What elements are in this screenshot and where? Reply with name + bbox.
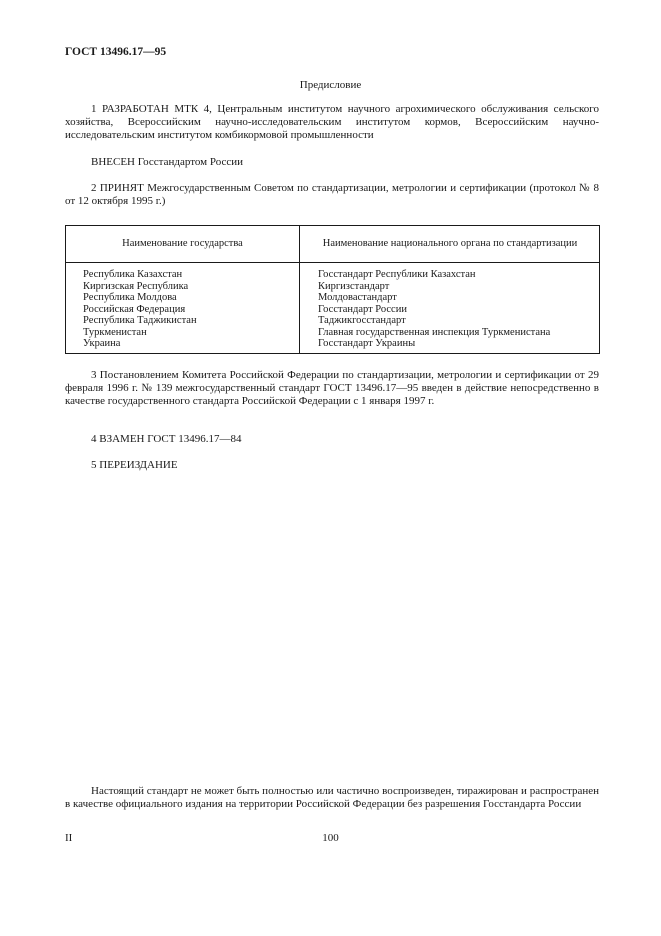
table-cell: Таджикгосстандарт [318,315,406,326]
developed-paragraph: 1 РАЗРАБОТАН МТК 4, Центральным институтом научного агрохимического обслуживания сельского хозяйства, Всероссийским научно-исследовательским институтом кормов, Всероссийским научно-исследовательским институтом комбикормовой промышленности [65,103,599,141]
table-header-divider [66,262,599,263]
reissue-paragraph: 5 ПЕРЕИЗДАНИЕ [91,459,178,471]
introduced-paragraph: ВНЕСЕН Госстандартом России [91,156,244,168]
table-cell: Украина [83,338,121,349]
table-cell: Молдовастандарт [318,292,397,303]
table-cell: Республика Казахстан [83,269,183,280]
page-roman-numeral: II [65,832,73,844]
table-column-bodies [318,269,550,350]
page-title: Предисловие [299,79,362,91]
copyright-note: Настоящий стандарт не может быть полностью или частично воспроизведен, тиражирован и распространен в качестве официального издания на территории Российской Федерации без разрешения Госстандарта России [65,785,599,810]
page-number: 100 [322,832,339,844]
enacted-paragraph: 3 Постановлением Комитета Российской Федерации по стандартизации, метрологии и сертификации от 29 февраля 1996 г. № 139 межгосударственный стандарт ГОСТ 13496.17—95 введен в действие непосредственно в качестве государственного стандарта Российской Федерации с 1 января 1997 г. [65,369,599,407]
table-cell: Госстандарт России [318,303,407,315]
adopted-paragraph: 2 ПРИНЯТ Межгосударственным Советом по стандартизации, метрологии и сертификации (протокол № 8 от 12 октября 1995 г.) [65,182,599,207]
table-column-states [83,269,197,350]
table-cell: Главная государственная инспекция Туркменистана [318,326,551,338]
replaces-paragraph: 4 ВЗАМЕН ГОСТ 13496.17—84 [91,433,242,445]
table-cell: Российская Федерация [83,303,186,315]
table-header-state: Наименование государства [122,238,243,249]
member-states-table [65,225,600,354]
table-cell: Туркменистан [83,326,147,338]
document-header: ГОСТ 13496.17—95 [65,46,167,58]
table-cell: Госстандарт Украины [318,338,416,349]
table-header-body: Наименование национального органа по стандартизации [322,238,578,249]
table-cell: Киргизская Республика [83,280,189,292]
table-cell: Республика Молдова [83,292,177,303]
table-cell: Киргизстандарт [318,280,390,292]
table-cell: Республика Таджикистан [83,315,197,326]
table-cell: Госстандарт Республики Казахстан [318,269,476,280]
